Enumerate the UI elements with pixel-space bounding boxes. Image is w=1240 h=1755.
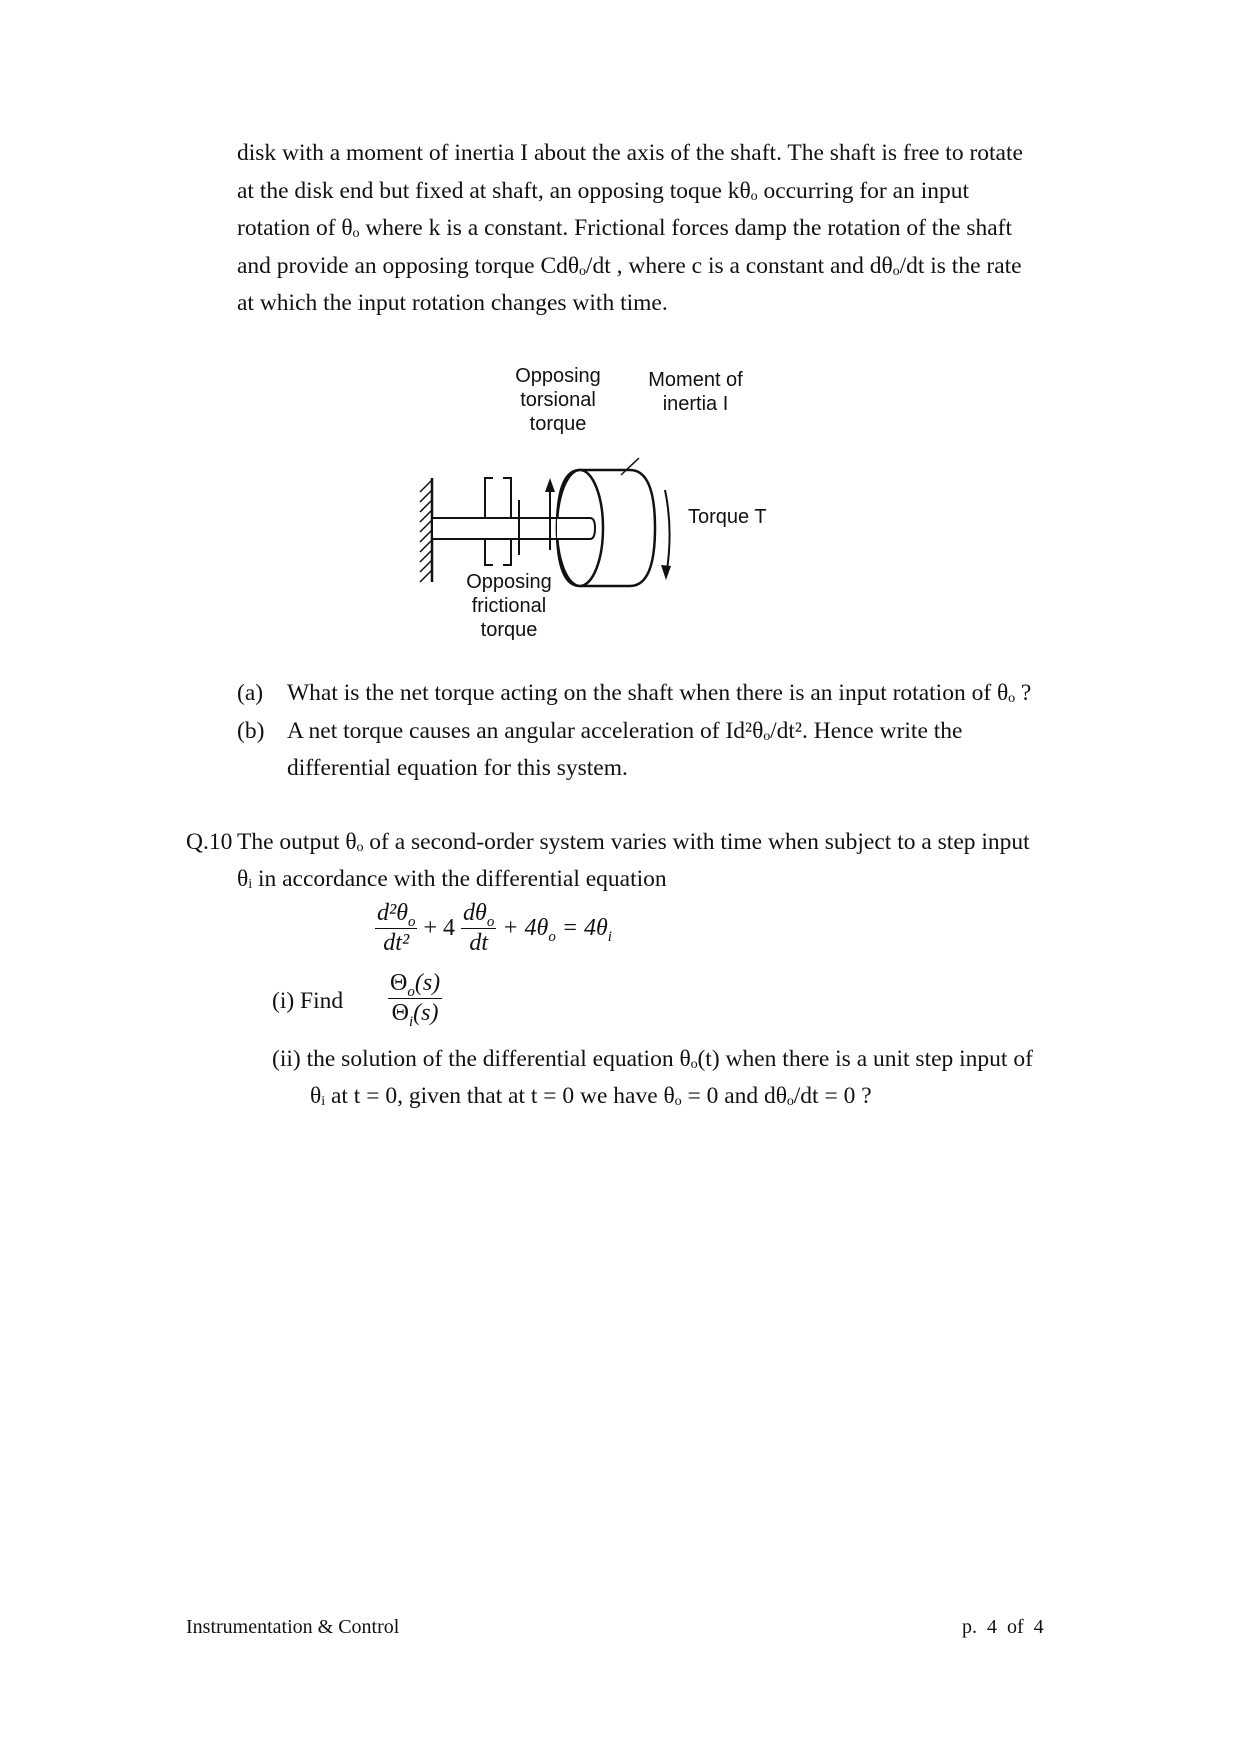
wall-hatching: [420, 480, 432, 582]
intro-line-3: rotation of θₒ where k is a constant. Frictional forces damp the rotation of the shaft: [237, 215, 1013, 241]
footer-page-number: p. 4 of 4: [962, 1616, 1044, 1638]
intro-paragraph: [237, 135, 1087, 323]
q10-ii-line-1: (ii) the solution of the differential equation θₒ(t) when there is a unit step input of: [272, 1046, 1033, 1072]
q9a-text: What is the net torque acting on the shaft when there is an input rotation of θₒ ?: [287, 680, 1032, 706]
transfer-function: $\frac{\Theta_o(s)}{\Theta_i(s)}$: [390, 970, 441, 1030]
eq-first-derivative: $\frac{d\theta_o}{dt}$: [463, 900, 495, 956]
torsional-bracket: [485, 478, 511, 518]
q10-ii-line-2: θᵢ at t = 0, given that at t = 0 we have θₒ = 0 and dθₒ/dt = 0 ?: [310, 1083, 872, 1109]
q10-i-label: (i) Find: [272, 988, 344, 1014]
intro-line-1: disk with a moment of inertia I about the axis of the shaft. The shaft is free to rotate: [237, 140, 1023, 166]
q10-number: Q.10: [186, 829, 233, 855]
intro-line-4: and provide an opposing torque Cdθₒ/dt , where c is a constant and dθₒ/dt is the rate: [237, 252, 1022, 279]
differential-equation: [375, 900, 612, 957]
eq-second-derivative: $\frac{d^2\theta_o}{\text{dt²}}$: [377, 900, 416, 956]
q9b-text-2: differential equation for this system.: [287, 755, 628, 781]
frictional-bracket: [485, 539, 511, 565]
intro-line-2: at the disk end but fixed at shaft, an opposing toque kθₒ occurring for an input: [237, 177, 969, 204]
torque-arrow: [665, 490, 670, 570]
label-moment-of-inertia: Moment of inertia I: [648, 369, 743, 415]
intro-line-5: at which the input rotation changes with time.: [237, 290, 668, 316]
shaft-diagram: [405, 365, 805, 650]
q9a-label: (a): [237, 680, 264, 706]
eq-rhs: = $4\theta_i$: [561, 915, 612, 945]
eq-term-3: + $4\theta_o$: [502, 915, 556, 945]
eq-plus-4: + 4: [423, 915, 456, 941]
q10-line-1: The output θₒ of a second-order system varies with time when subject to a step input: [237, 829, 1030, 855]
label-torque-t: Torque T: [688, 506, 767, 528]
q10-line-2: θᵢ in accordance with the differential equation: [237, 866, 667, 892]
q9b-text-1: A net torque causes an angular acceleration of Id²θₒ/dt². Hence write the: [287, 718, 963, 744]
label-frictional-torque: Opposing frictional torque: [466, 571, 552, 641]
footer-course: Instrumentation & Control: [186, 1616, 400, 1638]
label-torsional-torque: Opposing torsional torque: [515, 365, 601, 435]
q9b-label: (b): [237, 718, 265, 744]
